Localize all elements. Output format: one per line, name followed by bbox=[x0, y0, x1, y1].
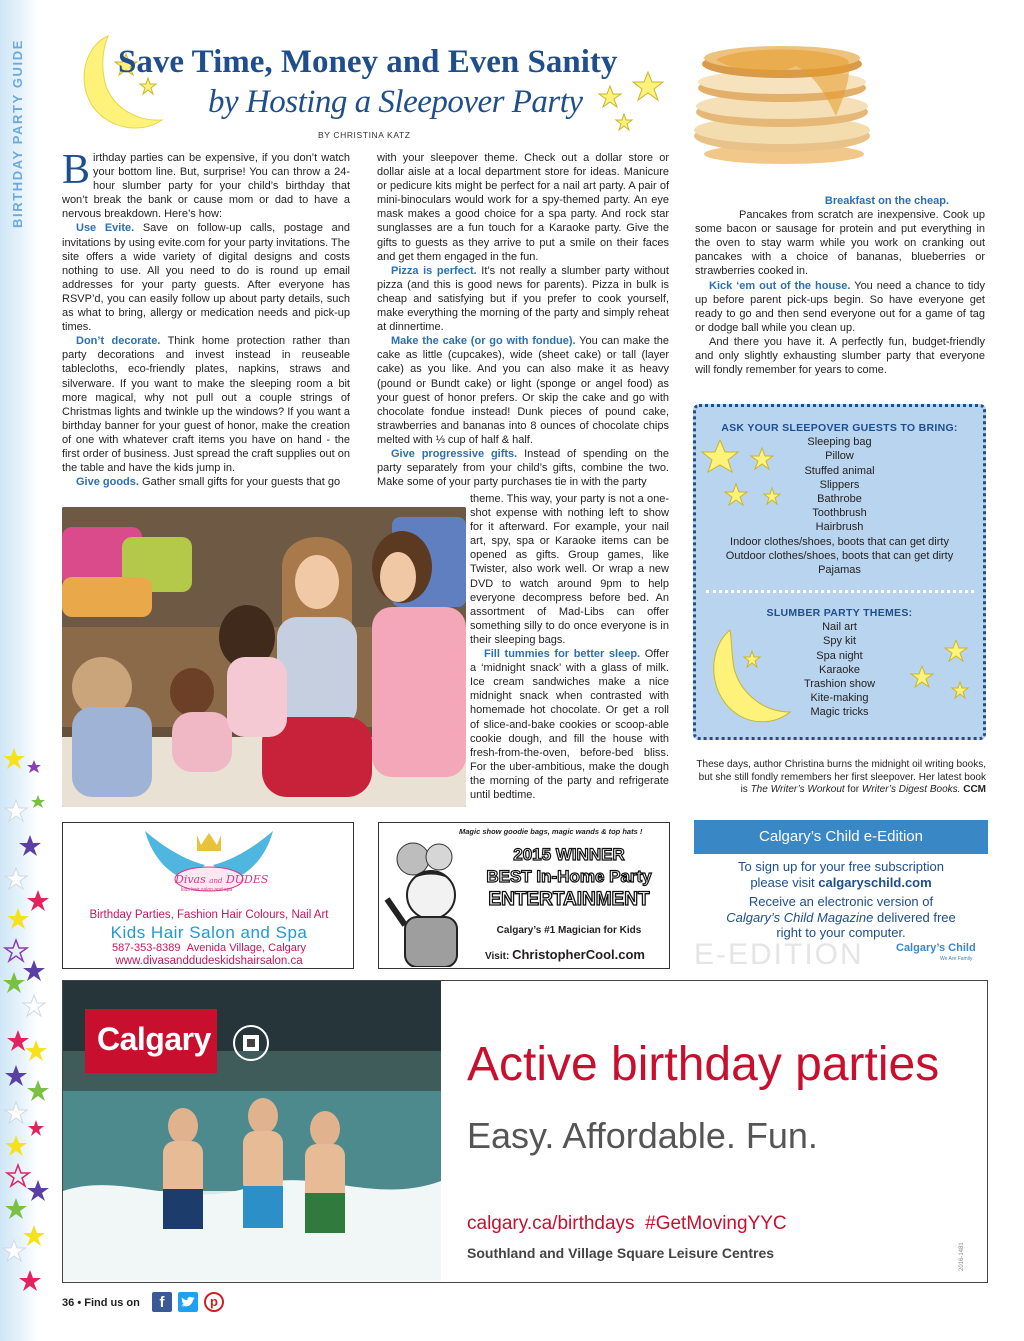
facebook-icon[interactable]: f bbox=[152, 1292, 172, 1312]
magician-visit[interactable]: Visit: ChristopherCool.com bbox=[485, 947, 645, 962]
calgary-birthday-ad[interactable] bbox=[62, 980, 988, 1283]
calgarys-child-logo: Calgary’s Child bbox=[896, 942, 976, 954]
e-edition-watermark: E-EDITION bbox=[694, 938, 864, 971]
wings-crown-logo bbox=[141, 829, 277, 907]
magician-cartoon-image bbox=[383, 833, 475, 967]
sidebar-stars-decoration bbox=[0, 740, 56, 1300]
drop-cap: B bbox=[62, 147, 91, 193]
magician-ad[interactable] bbox=[378, 822, 670, 969]
bring-list-heading: ASK YOUR SLEEPOVER GUESTS TO BRING: bbox=[721, 422, 958, 434]
magician-top-line: Magic show goodie bags, magic wands & top hats ! bbox=[459, 827, 643, 836]
theme-item: Nail art bbox=[822, 621, 857, 634]
sleepover-girls-photo bbox=[62, 507, 466, 807]
find-us-label: Find us on bbox=[84, 1297, 140, 1309]
tip-breakfast-heading: Breakfast on the cheap. bbox=[824, 195, 949, 207]
city-crest-icon bbox=[231, 1023, 271, 1063]
themes-list bbox=[693, 606, 986, 720]
bring-item: Toothbrush bbox=[812, 507, 867, 520]
bring-item: Pillow bbox=[825, 450, 854, 463]
tip-dont-decorate: Don’t decorate. Think home protection rather than party decorations and invest instead in reuseable tablecloths, eco-friendly plates, napkins, straws and silverware. If you want to make the sleeping room a bit more magical, why not pull out a couple strings of Christmas lights and twinkle up the windows? If you want a birthday banner for your guest of honor, make the creation of one with whatever craft items you have on hand - the first order of business. Just spread the craft supplies out on the table and have the kids jump in. bbox=[62, 335, 350, 475]
themes-list-heading: SLUMBER PARTY THEMES: bbox=[766, 607, 913, 619]
ad-headline: Active birthday parties bbox=[467, 1038, 940, 1091]
paragraph-progressive-cont: theme. This way, your party is not a one-shot expense with nothing left to show for it afterward. For example, your nail art, spy, spa or Karaoke items can be opened as gifts. Group games, like Twister, also work well. Or wrap a new DVD to watch around 9pm to help everyone decompress before bed. An assortment of Mad-Libs can offer something silly to do once everyone is in their sleeping bags. bbox=[470, 493, 669, 646]
theme-item: Trashion show bbox=[803, 678, 876, 691]
byline: BY CHRISTINA KATZ bbox=[318, 130, 411, 140]
winner-banner: 2015 WINNER bbox=[513, 845, 625, 864]
e-edition-body bbox=[694, 854, 988, 941]
divas-url[interactable]: www.divasanddudeskidshairsalon.ca bbox=[115, 955, 303, 967]
article-subtitle: by Hosting a Sleepover Party bbox=[208, 84, 583, 120]
pinterest-icon[interactable]: p bbox=[204, 1292, 224, 1312]
ad-subhead: Easy. Affordable. Fun. bbox=[467, 1115, 818, 1156]
divas-dudes-ad[interactable] bbox=[62, 822, 354, 969]
e-edition-line: right to your computer. bbox=[776, 925, 906, 940]
bring-item: Pajamas bbox=[818, 564, 861, 577]
tip-pizza: Pizza is perfect. It’s not really a slumber party without pizza (and this is good news for parents). Pizza in bulk is cheap and satisfying but if you prefer to cook yourself, make everything the morning of the party and simply reheat at dinnertime. bbox=[377, 264, 669, 334]
theme-item: Kite-making bbox=[810, 692, 869, 705]
bring-item: Slippers bbox=[819, 478, 860, 491]
ad-url-line[interactable]: calgary.ca/birthdays #GetMovingYYC bbox=[467, 1213, 787, 1234]
tipbox-divider bbox=[706, 590, 974, 593]
author-bio: These days, author Christina burns the midnight oil writing books, but she still fondly remembers her first sleepover. Her latest book is The Writer’s Workout for Writer’s Digest Books. CCM bbox=[696, 759, 986, 796]
tip-breakfast: Pancakes from scratch are inexpensive. Cook up some bacon or sausage for protein and put everything in the oven to stay warm while you work on cranking out pancakes with a choice of bananas, blueberries or strawberries cooked in. bbox=[695, 209, 985, 278]
theme-item: Magic tricks bbox=[810, 706, 869, 719]
page-number: 36 bbox=[62, 1297, 75, 1309]
calgaryschild-link[interactable]: calgaryschild.com bbox=[818, 874, 932, 890]
bring-list bbox=[693, 421, 986, 577]
tip-fill-tummies: Fill tummies for better sleep. Offer a ‘midnight snack’ with a glass of milk. Ice cream sandwiches make a nice midnight snack when contrasted with homemade hot chocolate. Or get a roll of slice-and-bake cookies or scoop-able cookie dough, and fill the house with fresh-from-the-oven, before-bed bliss. For the uber-ambitious, make the dough the morning of the party and refrigerate until bedtime. bbox=[470, 648, 670, 801]
calgarys-child-logo-sub: We Are Family bbox=[940, 956, 973, 962]
bring-item: Sleeping bag bbox=[807, 436, 872, 449]
article-column-2-lower bbox=[470, 492, 669, 802]
e-edition-line: Receive an electronic version of bbox=[748, 894, 934, 909]
article-column-3 bbox=[695, 194, 985, 377]
page-footer bbox=[62, 1297, 140, 1309]
tip-progressive-gifts: Give progressive gifts. Instead of spending on the party separately from your child’s gifts, combine the two. Make some of your party purchases tie in with the party bbox=[377, 447, 670, 489]
divas-logo-sub: kids hair salon and spa bbox=[181, 887, 233, 893]
article-column-1 bbox=[62, 147, 350, 489]
divas-line2: Kids Hair Salon and Spa bbox=[110, 923, 308, 942]
twitter-icon[interactable] bbox=[178, 1292, 198, 1312]
divas-contact: 587-353-8389 Avenida Village, Calgary bbox=[111, 942, 307, 954]
e-edition-card[interactable] bbox=[694, 820, 988, 971]
theme-item: Spy kit bbox=[822, 635, 856, 648]
e-edition-line: To sign up for your free subscription bbox=[738, 859, 944, 874]
bring-item: Hairbrush bbox=[815, 521, 864, 534]
tip-kick-out: Kick ‘em out of the house. You need a chance to tidy up before parent pick-ups begin. So have everyone get ready to go and then send everyone out for a game of tag or dodge ball while you clean up. bbox=[695, 279, 985, 334]
intro-paragraph: Birthday parties can be expensive, if you don’t watch your bottom line. But, surprise! You can throw a 24-hour slumber party for your child’s birthday that won’t break the bank or cause mom or dad to have a nervous breakdown. Here’s how: bbox=[62, 147, 350, 221]
pancake-stack-image bbox=[676, 36, 890, 166]
paragraph-gifts-cont: with your sleepover theme. Check out a dollar store or dollar aisle at a local department store for ideas. Manicure or pedicure kits might be perfect for a nail art party. A pair of mini-binoculars would work for a spy-themed party. An eye mask makes a good choice for a spa party. And rock star sunglasses are a fun touch for a Karaoke party. Give the gifts to guests as they arrive to put a smile on their faces and get them engaged in the fun. bbox=[377, 152, 669, 263]
ad-code: 2016-1481 bbox=[959, 1242, 965, 1271]
theme-item: Karaoke bbox=[819, 663, 860, 676]
ad-venues: Southland and Village Square Leisure Centres bbox=[467, 1245, 775, 1261]
closing-paragraph: And there you have it. A perfectly fun, budget-friendly and only slightly exhausting slumber party that everyone will fondly remember for years to come. bbox=[695, 335, 985, 377]
article-column-2 bbox=[377, 151, 669, 489]
calgary-brand: Calgary bbox=[97, 1021, 211, 1057]
e-edition-line: Calgary’s Child Magazine delivered free bbox=[726, 909, 956, 925]
tip-cake: Make the cake (or go with fondue). You can make the cake as little (cupcakes), wide (sheet cake) or tall (layer cake) as you like. And you can also make it as heavy (pound or Bundt cake) or light (sponge or angel food) as your guest of honor prefers. Or skip the cake and go with chocolate fondue instead! Dunk pieces of pound cake, strawberries and bananas into 8 ounces of chocolate chips melted with ⅓ cup of half & half. bbox=[377, 335, 669, 446]
tip-use-evite: Use Evite. Save on follow-up calls, postage and invitations by using evite.com for your party invitations. The site offers a wide variety of digital designs and costs nothing to use. All you need to do is round up email addresses for your party guests. After everyone has RSVP’d, you can easily follow up about party details, such as what to bring, allergy or medication needs and pick-up times. bbox=[62, 222, 350, 334]
bring-item: Bathrobe bbox=[817, 493, 862, 506]
article-title: Save Time, Money and Even Sanity bbox=[118, 44, 618, 80]
section-label: BIRTHDAY PARTY GUIDE bbox=[10, 39, 25, 228]
bring-item: Outdoor clothes/shoes, boots that can get dirty bbox=[725, 549, 954, 562]
divas-logo-text: Divas and DUDES bbox=[175, 873, 269, 886]
e-edition-link-line: please visit calgaryschild.com bbox=[750, 874, 932, 890]
divas-line1: Birthday Parties, Fashion Hair Colours, Nail Art bbox=[89, 909, 329, 921]
best-line-1: BEST In-Home Party bbox=[486, 867, 652, 886]
footer-bullet: • bbox=[77, 1297, 82, 1309]
bring-item: Indoor clothes/shoes, boots that can get dirty bbox=[730, 535, 949, 548]
bring-item: Stuffed animal bbox=[804, 464, 875, 477]
e-edition-header: Calgary’s Child e-Edition bbox=[694, 820, 988, 854]
best-line-2: ENTERTAINMENT bbox=[488, 889, 650, 910]
theme-item: Spa night bbox=[816, 649, 863, 662]
magician-tagline: Calgary’s #1 Magician for Kids bbox=[496, 925, 642, 936]
tip-give-goods: Give goods. Gather small gifts for your guests that go bbox=[76, 476, 341, 489]
